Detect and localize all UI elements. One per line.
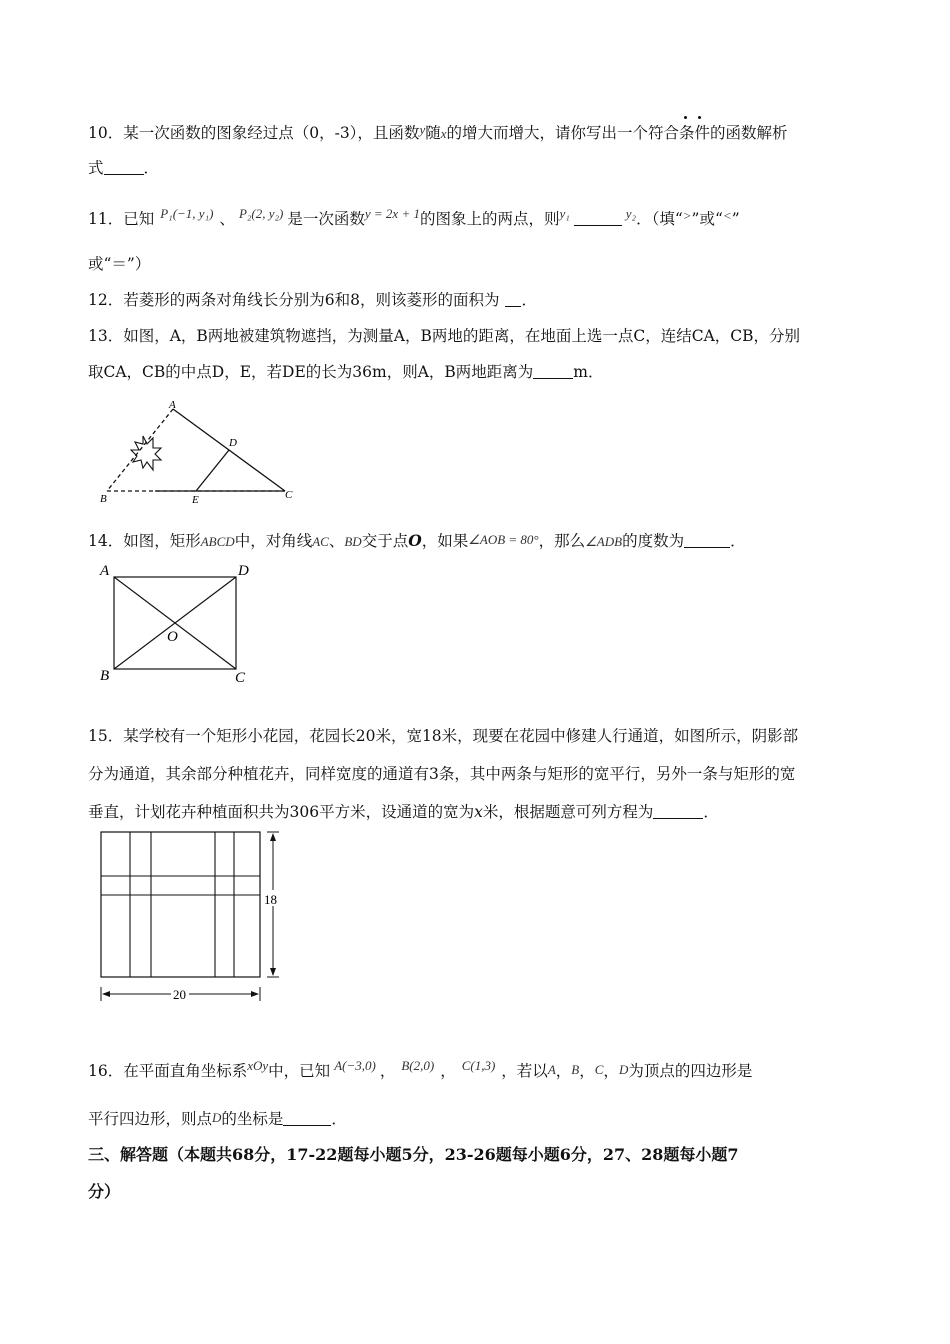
q15-line1: 15．某学校有一个矩形小花园，花园长20米，宽18米，现要在花园中修建人行通道，如图所示，阴影部 xyxy=(88,727,799,745)
answer-blank[interactable] xyxy=(533,362,573,379)
label-E: E xyxy=(192,494,199,506)
building-obstacle xyxy=(131,436,161,470)
label-D: D xyxy=(229,437,237,449)
answer-blank[interactable] xyxy=(283,1109,331,1126)
answer-blank[interactable] xyxy=(684,531,730,548)
section-heading: 三、解答题（本题共68分，17-22题每小题5分，23-26题每小题6分，27、28题每小题7 xyxy=(88,1145,739,1164)
arrow-right-icon xyxy=(251,991,259,997)
arrow-up-icon xyxy=(270,833,276,841)
q16-line2: 平行四边形，则点D的坐标是 ． xyxy=(88,1110,347,1128)
label-C: C xyxy=(235,670,246,686)
emphasis-dot xyxy=(684,116,687,119)
q14-line: 14．如图，矩形ABCD中，对角线AC、BD交于点O，如果∠AOB = 80°，那么∠ADB的度数为 ． xyxy=(88,531,746,550)
q14-rectangle-figure xyxy=(95,560,275,690)
label-B: B xyxy=(100,493,107,505)
label-A: A xyxy=(169,399,176,411)
q15-line2: 分为通道，其余部分种植花卉，同样宽度的通道有3条，其中两条与矩形的宽平行，另外一条与矩形的宽 xyxy=(88,765,796,783)
arrow-left-icon xyxy=(102,991,110,997)
answer-blank[interactable] xyxy=(104,158,144,175)
label-A: A xyxy=(100,563,110,579)
q15-line3: 垂直，计划花卉种植面积共为306平方米，设通道的宽为x米，根据题意可列方程为 ． xyxy=(88,803,719,821)
q10-line2: 式 ． xyxy=(88,159,160,177)
q11-line2: 或“＝”） xyxy=(88,255,151,273)
label-D: D xyxy=(238,563,249,579)
q16-line1: 16．在平面直角坐标系$^{xOy}$中，已知 $^{A(-3,0)}$ ， $^{B(2,0)}$ ， $^{C(1,3)}$ ，若以A，B，C，D为顶点的四边形是 xyxy=(88,1058,753,1080)
q13-line2: 取CA，CB的中点D，E，若DE的长为36m，则A，B两地距离为 m． xyxy=(88,363,604,381)
q13-line1: 13．如图，A，B两地被建筑物遮挡，为测量A，B两地的距离，在地面上选一点C，连结CA，CB，分别 xyxy=(88,327,801,345)
q15-garden-figure xyxy=(95,828,295,1008)
segment-DE xyxy=(196,450,229,491)
width-label: 20 xyxy=(173,987,186,1002)
q10-emphasis-text: 的增大而增大，请你写出一个符合条件的函数解析 xyxy=(446,124,788,142)
arrow-down-icon xyxy=(270,968,276,976)
label-O: O xyxy=(167,629,178,645)
answer-blank[interactable] xyxy=(505,290,521,307)
q13-triangle-figure xyxy=(95,398,315,508)
emphasis-dot xyxy=(698,116,701,119)
q11-line1: 11．已知 $^{P_1(-1, y_1)}$ 、 $^{P_2(2, y_2)}$ 是一次函数$^{y = 2x + 1}$的图象上的两点，则$^{y_1}$ $^{y_2}$．（填“>”或“<” xyxy=(88,206,740,228)
answer-blank[interactable] xyxy=(653,802,703,819)
q12-line: 12．若菱形的两条对角线长分别为6和8，则该菱形的面积为 ． xyxy=(88,291,537,309)
segment-AB xyxy=(107,409,173,491)
label-B: B xyxy=(100,668,110,684)
section-heading-cont: 分） xyxy=(88,1182,121,1201)
q10-line1: 10．某一次函数的图象经过点（0，-3），且函数$^y$随x的增大而增大，请你写出一个符合条件的函数解析 xyxy=(88,122,788,142)
answer-blank[interactable] xyxy=(574,209,622,226)
garden-rectangle xyxy=(101,832,260,977)
label-C: C xyxy=(285,489,293,501)
height-label: 18 xyxy=(264,892,277,907)
